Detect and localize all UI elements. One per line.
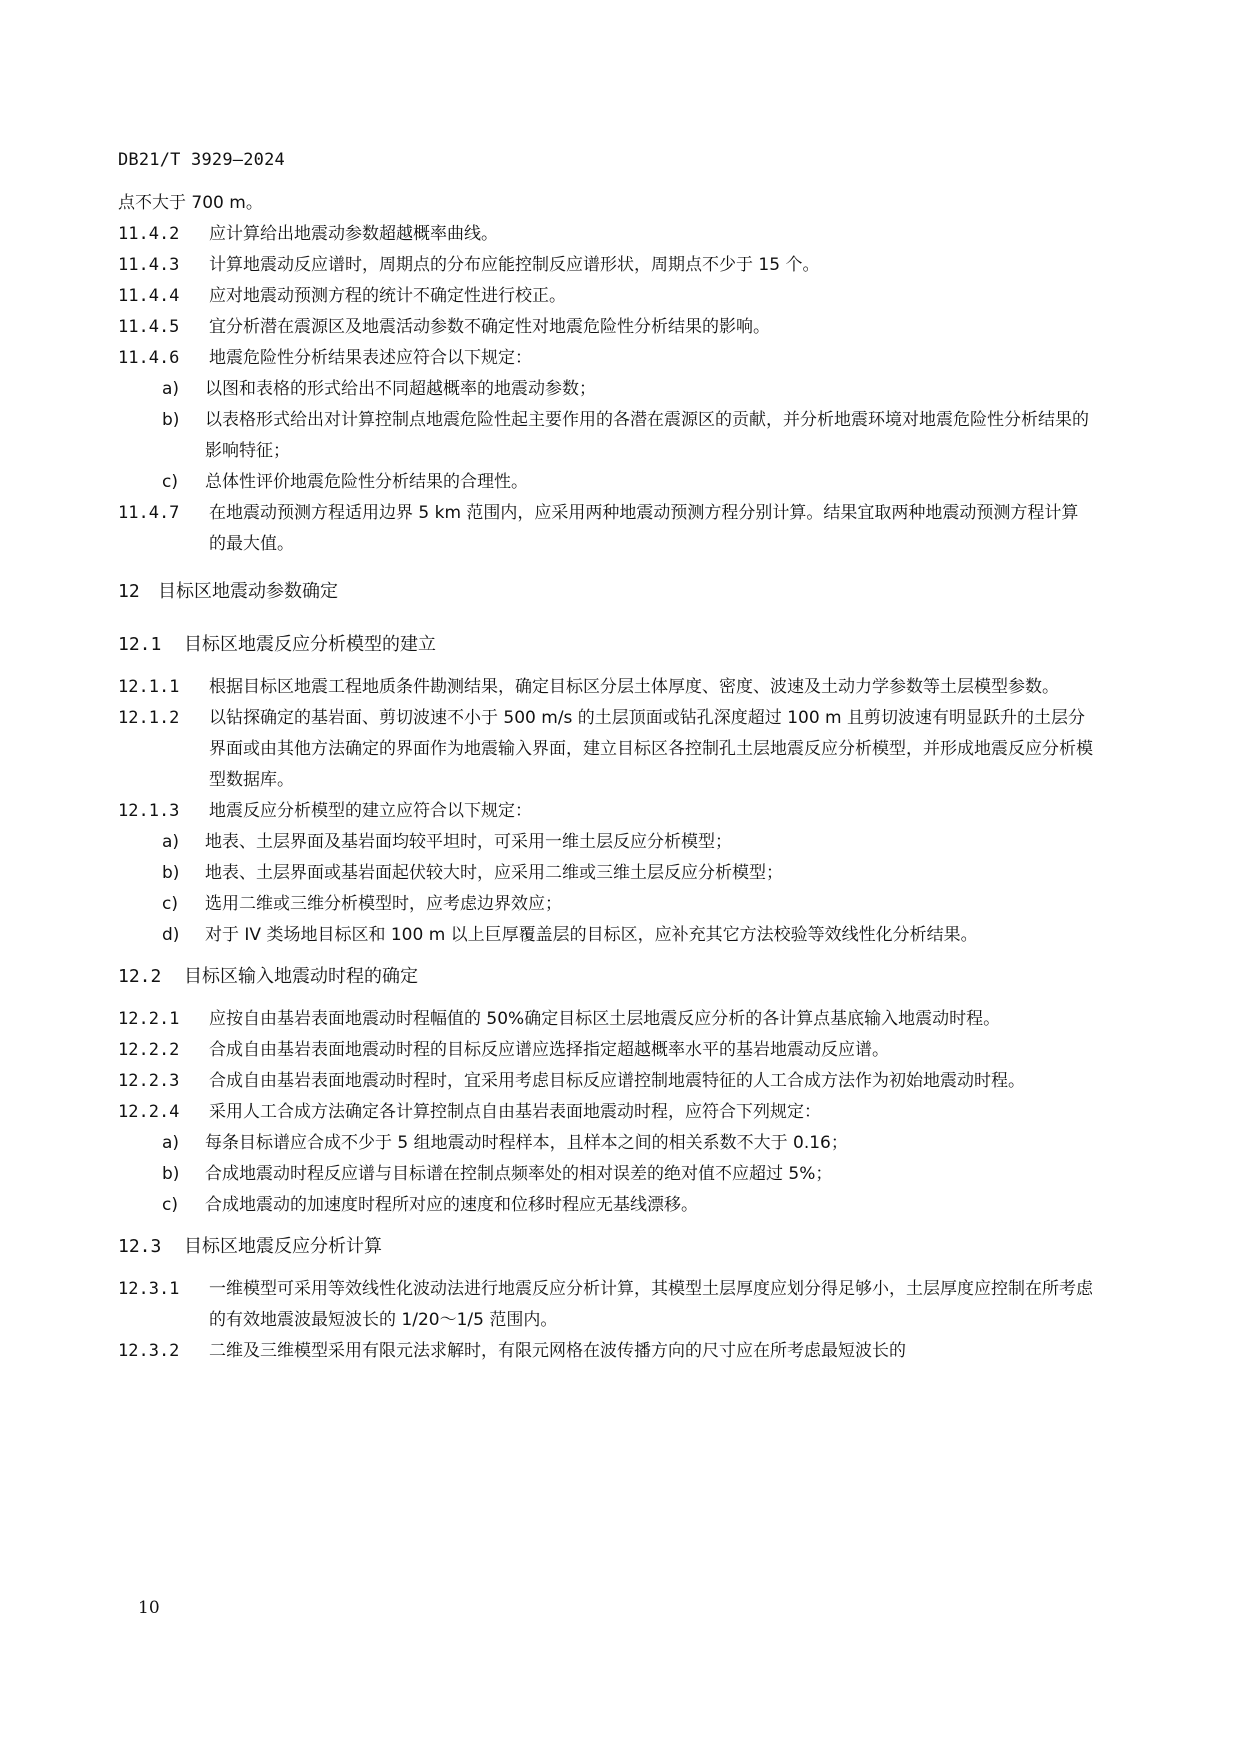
- clause-text: 计算地震动反应谱时，周期点的分布应能控制反应谱形状，周期点不少于 15 个。: [209, 255, 820, 275]
- section-number: 12: [118, 581, 140, 602]
- list-item-text: 总体性评价地震危险性分析结果的合理性。: [205, 472, 528, 492]
- subsection-number: 12.2: [118, 966, 162, 987]
- list-item-label: c): [162, 1195, 178, 1215]
- subsection-heading-12-1: [118, 629, 1093, 660]
- clause-text: 应计算给出地震动参数超越概率曲线。: [209, 224, 498, 244]
- clause-number: 11.4.5: [118, 317, 180, 337]
- list-item-label: b): [162, 863, 180, 883]
- list-item-label: a): [162, 379, 180, 399]
- clause-number: 12.1.3: [118, 801, 180, 821]
- clause-text: 根据目标区地震工程地质条件勘测结果，确定目标区分层土体厚度、密度、波速及土动力学参数等土层模型参数。: [209, 677, 1059, 697]
- list-item-label: c): [162, 894, 178, 914]
- list-item-label: d): [162, 925, 180, 945]
- list-item: [118, 467, 1093, 498]
- clause-number: 12.2.1: [118, 1009, 180, 1029]
- list-item-text: 地表、土层界面或基岩面起伏较大时，应采用二维或三维土层反应分析模型；: [205, 863, 783, 883]
- clause-number: 12.1.2: [118, 708, 180, 728]
- page-content: [118, 188, 1093, 1367]
- clause-11-4-4: [118, 281, 1093, 312]
- clause-number: 12.1.1: [118, 677, 180, 697]
- list-item: [118, 827, 1093, 858]
- list-item-text: 选用二维或三维分析模型时，应考虑边界效应；: [205, 894, 562, 914]
- list-item-label: b): [162, 410, 180, 430]
- clause-number: 11.4.2: [118, 224, 180, 244]
- list-item-text: 对于 IV 类场地目标区和 100 m 以上巨厚覆盖层的目标区，应补充其它方法校验等效线性化分析结果。: [205, 925, 978, 945]
- list-item-text: 以表格形式给出对计算控制点地震危险性起主要作用的各潜在震源区的贡献，并分析地震环境对地震危险性分析结果的影响特征；: [205, 410, 1089, 461]
- list-item-label: b): [162, 1164, 180, 1184]
- clause-11-4-2: [118, 219, 1093, 250]
- clause-text: 一维模型可采用等效线性化波动法进行地震反应分析计算，其模型土层厚度应划分得足够小，土层厚度应控制在所考虑的有效地震波最短波长的 1/20～1/5 范围内。: [209, 1279, 1093, 1330]
- clause-text: 在地震动预测方程适用边界 5 km 范围内，应采用两种地震动预测方程分别计算。结果宜取两种地震动预测方程计算的最大值。: [209, 503, 1079, 554]
- subsection-title: 目标区地震反应分析模型的建立: [184, 634, 436, 655]
- list-item: [118, 889, 1093, 920]
- subsection-title: 目标区地震反应分析计算: [184, 1236, 382, 1257]
- clause-number: 11.4.6: [118, 348, 180, 368]
- clause-number: 12.2.3: [118, 1071, 180, 1091]
- list-item: [118, 405, 1093, 467]
- clause-12-2-1: [118, 1004, 1093, 1035]
- clause-number: 12.3.2: [118, 1341, 180, 1361]
- clause-11-4-3: [118, 250, 1093, 281]
- clause-12-1-2: [118, 703, 1093, 796]
- list-item: [118, 1128, 1093, 1159]
- subsection-heading-12-3: [118, 1231, 1093, 1262]
- clause-12-2-3: [118, 1066, 1093, 1097]
- continued-text: 点不大于 700 m。: [118, 193, 263, 213]
- clause-number: 11.4.7: [118, 503, 180, 523]
- subsection-number: 12.1: [118, 634, 162, 655]
- list-item: [118, 374, 1093, 405]
- clause-number: 12.2.2: [118, 1040, 180, 1060]
- list-item-text: 合成地震动时程反应谱与目标谱在控制点频率处的相对误差的绝对值不应超过 5%；: [205, 1164, 833, 1184]
- clause-11-4-5: [118, 312, 1093, 343]
- list-item: [118, 1159, 1093, 1190]
- clause-number: 12.2.4: [118, 1102, 180, 1122]
- clause-11-4-7: [118, 498, 1093, 560]
- clause-12-1-1: [118, 672, 1093, 703]
- clause-12-2-4: [118, 1097, 1093, 1128]
- list-item-text: 合成地震动的加速度时程所对应的速度和位移时程应无基线漂移。: [205, 1195, 698, 1215]
- subsection-heading-12-2: [118, 961, 1093, 992]
- page-number: 10: [138, 1598, 160, 1618]
- list-item-label: a): [162, 1133, 180, 1153]
- subsection-number: 12.3: [118, 1236, 162, 1257]
- clause-11-4-6: [118, 343, 1093, 374]
- clause-text: 采用人工合成方法确定各计算控制点自由基岩表面地震动时程，应符合下列规定：: [209, 1102, 821, 1122]
- clause-12-1-3: [118, 796, 1093, 827]
- clause-text: 二维及三维模型采用有限元法求解时，有限元网格在波传播方向的尺寸应在所考虑最短波长的: [209, 1341, 906, 1361]
- list-item-text: 地表、土层界面及基岩面均较平坦时，可采用一维土层反应分析模型；: [205, 832, 732, 852]
- list-item-label: c): [162, 472, 178, 492]
- list-item-text: 每条目标谱应合成不少于 5 组地震动时程样本，且样本之间的相关系数不大于 0.16；: [205, 1133, 848, 1153]
- clause-12-2-2: [118, 1035, 1093, 1066]
- document-code-header: DB21/T 3929—2024: [118, 150, 285, 170]
- clause-text: 应按自由基岩表面地震动时程幅值的 50%确定目标区土层地震反应分析的各计算点基底输入地震动时程。: [209, 1009, 1001, 1029]
- clause-number: 12.3.1: [118, 1279, 180, 1299]
- clause-text: 地震反应分析模型的建立应符合以下规定：: [209, 801, 532, 821]
- list-item: [118, 1190, 1093, 1221]
- list-item-label: a): [162, 832, 180, 852]
- clause-text: 合成自由基岩表面地震动时程时，宜采用考虑目标反应谱控制地震特征的人工合成方法作为初始地震动时程。: [209, 1071, 1025, 1091]
- subsection-title: 目标区输入地震动时程的确定: [184, 966, 418, 987]
- clause-text: 宜分析潜在震源区及地震活动参数不确定性对地震危险性分析结果的影响。: [209, 317, 770, 337]
- clause-12-3-1: [118, 1274, 1093, 1336]
- clause-text: 地震危险性分析结果表述应符合以下规定：: [209, 348, 532, 368]
- section-heading-12: [118, 576, 1093, 607]
- list-item: [118, 858, 1093, 889]
- list-item: [118, 920, 1093, 951]
- clause-text: 应对地震动预测方程的统计不确定性进行校正。: [209, 286, 566, 306]
- clause-12-3-2: [118, 1336, 1093, 1367]
- section-title: 目标区地震动参数确定: [158, 581, 338, 602]
- list-item-text: 以图和表格的形式给出不同超越概率的地震动参数；: [205, 379, 596, 399]
- clause-text: 以钻探确定的基岩面、剪切波速不小于 500 m/s 的土层顶面或钻孔深度超过 100 m 且剪切波速有明显跃升的土层分界面或由其他方法确定的界面作为地震输入界面，建立目标区各控制孔土层地震反应分析模型，并形成地震反应分析模型数据库。: [209, 708, 1093, 790]
- clause-number: 11.4.3: [118, 255, 180, 275]
- clause-text: 合成自由基岩表面地震动时程的目标反应谱应选择指定超越概率水平的基岩地震动反应谱。: [209, 1040, 889, 1060]
- clause-number: 11.4.4: [118, 286, 180, 306]
